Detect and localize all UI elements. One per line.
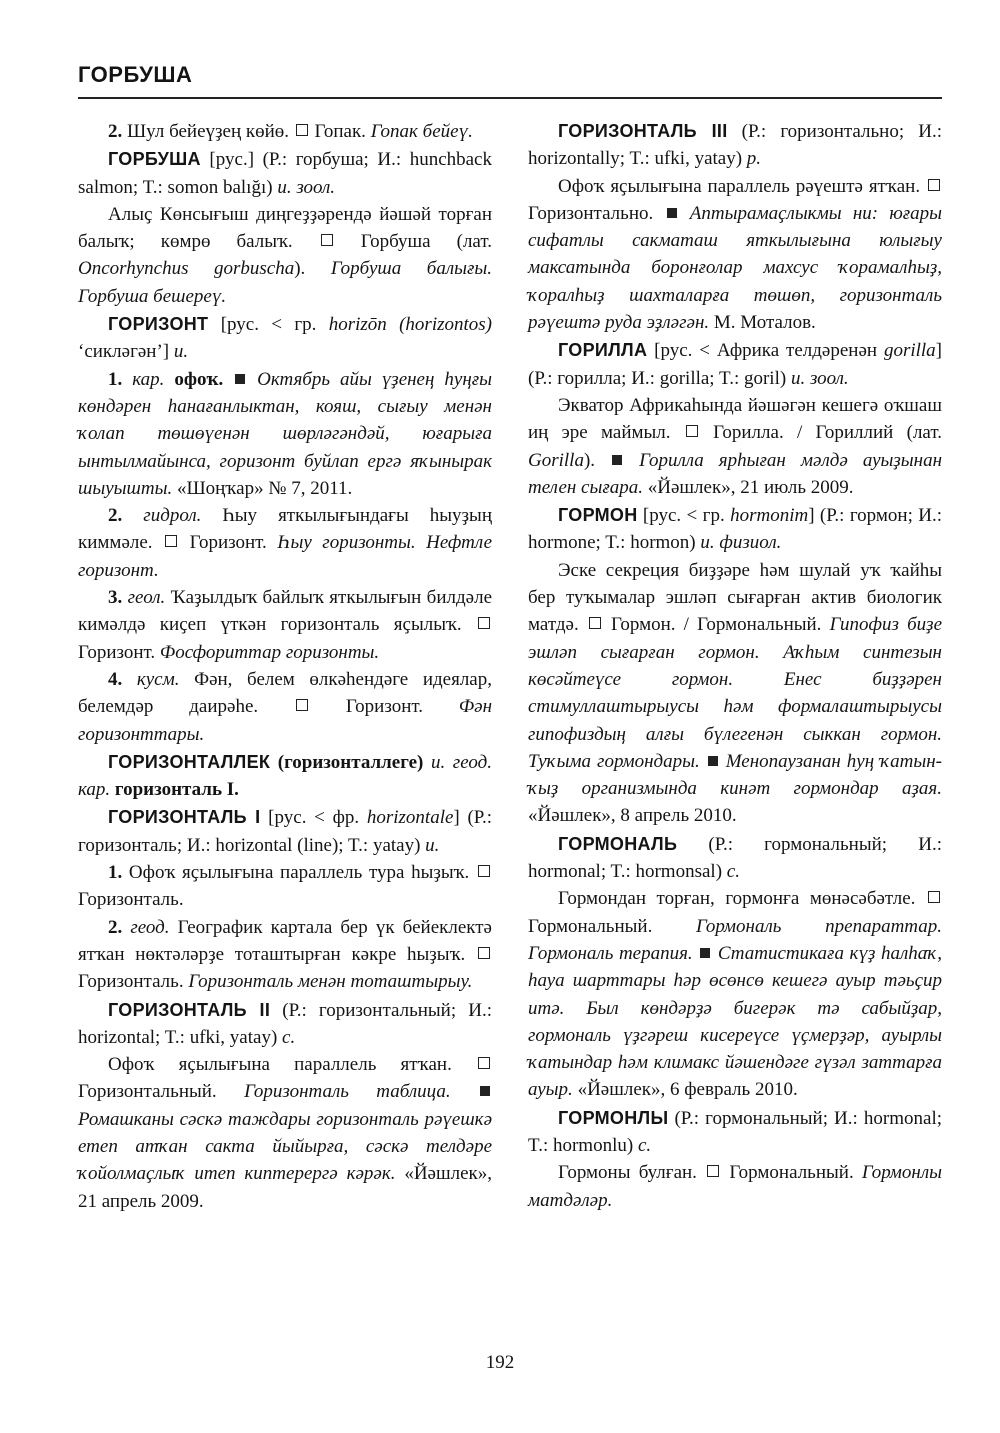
definition-gorilla bbox=[528, 392, 942, 501]
example-text: Һыу горизонты. Нефтле горизонт. bbox=[78, 532, 493, 581]
entry-gormonly bbox=[528, 1105, 942, 1160]
spacer bbox=[423, 752, 431, 773]
entry-gorilla bbox=[528, 337, 942, 392]
example-text: Фосфориттар горизонты. bbox=[159, 641, 380, 663]
page-number: 192 bbox=[485, 1352, 515, 1373]
headword: ГОРИЛЛА bbox=[558, 340, 648, 361]
entry-gorizontallek bbox=[78, 749, 492, 804]
sense-1-gorizont bbox=[78, 366, 492, 502]
punctuation: ). bbox=[294, 258, 331, 280]
etymology-text: [рус. < фр. bbox=[260, 807, 367, 829]
label-text: и. геод. кар. bbox=[78, 751, 493, 801]
definition-text: Экватор Африкаһында йәшәгән кешегә оҡшаш иң эре маймыл. bbox=[528, 394, 942, 444]
equivalent-text: Горбуша (лат. bbox=[334, 231, 492, 253]
entry-gorizontal-3 bbox=[528, 118, 942, 173]
definition-gorbusha bbox=[78, 201, 492, 310]
label-text: и. физиол. bbox=[700, 532, 782, 554]
equivalent-text: Гормональный. bbox=[528, 915, 697, 937]
headword: ГОРМОНАЛЬ bbox=[558, 833, 678, 854]
open-square-icon bbox=[296, 124, 308, 136]
source-text: «Йәшлек», 21 июль 2009. bbox=[643, 476, 854, 498]
label-text: кар. bbox=[122, 368, 165, 390]
inflected-form: (горизонталлеге) bbox=[277, 751, 424, 773]
example-text: Менопаузанан һуң ҡатын-ҡыҙ организмында кинәт гормондар аҙая. bbox=[528, 750, 942, 800]
grammar-text: ] (Р.: горилла; И.: gorilla; T.: goril) bbox=[528, 340, 942, 389]
sense-3-gorizont bbox=[78, 584, 492, 666]
latin-name: Oncorhynchus gorbuscha bbox=[78, 258, 295, 280]
sense-1-gorizontal bbox=[78, 859, 492, 914]
sense-2-shul bbox=[78, 118, 492, 145]
source-text: «Йәшлек», 6 февраль 2010. bbox=[572, 1079, 798, 1101]
example-text: Гопак бейеү. bbox=[370, 121, 473, 142]
punctuation: ). bbox=[583, 449, 611, 471]
example-text: Статистикаға күҙ һалһаҡ, һауа шарттары һәр өсөнсө кешегә ауыр тәьҫир итә. Был көндәрҙә бигерәк тә сабыйҙар, гормональ үҙгәреш кисереүсе үҫмерҙәр, ауырлы ҡатындар һәм климакс йәшендәге гүзәл заттарға ауыр. bbox=[528, 942, 942, 1101]
source-text: М. Моталов. bbox=[709, 312, 816, 334]
sense-number: 3. bbox=[108, 587, 123, 609]
open-square-icon bbox=[589, 617, 601, 629]
headword: ГОРБУША bbox=[108, 149, 201, 170]
etymology-text: [рус. < Африка телдәренән bbox=[647, 340, 884, 362]
headword: ГОРИЗОНТАЛЬ II bbox=[108, 999, 271, 1020]
cross-reference: офоҡ. bbox=[174, 368, 224, 390]
equivalent-text: Гопак. bbox=[309, 121, 371, 142]
sense-number: 2. bbox=[108, 505, 123, 527]
definition-gormonly bbox=[528, 1159, 942, 1214]
etymology-text: [рус. < гр. bbox=[208, 314, 329, 336]
headword: ГОРИЗОНТАЛЬ I bbox=[108, 807, 261, 828]
open-square-icon bbox=[928, 891, 940, 903]
open-square-icon bbox=[478, 617, 490, 629]
label-text: геол. bbox=[122, 587, 166, 609]
equivalent-text: Гормон. / Гормональный. bbox=[602, 614, 830, 636]
cross-reference: горизонталь I. bbox=[114, 779, 239, 801]
source-text: «Шоңҡар» № 7, 2011. bbox=[172, 477, 353, 499]
entry-gorizont bbox=[78, 311, 492, 366]
open-square-icon bbox=[296, 699, 308, 711]
definition-gorizontal-2 bbox=[78, 1051, 492, 1215]
equivalent-text: Горизонт. bbox=[78, 641, 160, 663]
filled-square-icon bbox=[708, 756, 718, 766]
open-square-icon bbox=[686, 425, 698, 437]
headword: ГОРИЗОНТАЛЛЕК bbox=[108, 751, 271, 772]
label-text: р. bbox=[746, 148, 762, 170]
grammar-text: [рус.] (Р.: горбуша; И.: hunchback salmon; T.: somon balığı) bbox=[78, 149, 492, 198]
equivalent-text: Горизонталь. bbox=[78, 971, 189, 993]
filled-square-icon bbox=[700, 948, 710, 958]
label-text: и. зоол. bbox=[277, 176, 336, 198]
definition-text: Ҡаҙылдыҡ байлыҡ яткылығын билдәле кимәлдә киҫеп үткән горизонталь яҫылыҡ. bbox=[78, 587, 492, 636]
open-square-icon bbox=[321, 234, 333, 246]
definition-gormon bbox=[528, 557, 942, 830]
headword: ГОРИЗОНТАЛЬ III bbox=[558, 121, 728, 141]
grammar-text: (Р.: гормональный; И.: hormonal; T.: hormonlu) bbox=[528, 1107, 942, 1156]
label-text: и. bbox=[173, 341, 189, 363]
entry-gorizontal-1 bbox=[78, 804, 492, 859]
definition-text: Офоҡ яҫылығына параллель тура һыҙыҡ. bbox=[122, 862, 476, 884]
equivalent-text: Горизонт. bbox=[309, 696, 459, 718]
etymon: hormonim bbox=[730, 505, 809, 527]
latin-name: Gorilla bbox=[528, 449, 584, 471]
grammar-text: ] (Р.: горизонталь; И.: horizontal (line); T.: yatay) bbox=[78, 807, 493, 856]
running-head: ГОРБУША bbox=[78, 62, 193, 87]
filled-square-icon bbox=[612, 455, 622, 465]
label-text: геод. bbox=[122, 916, 170, 938]
sense-number: 1. bbox=[108, 862, 123, 884]
header-rule bbox=[78, 97, 942, 99]
definition-text: Шул бейеүҙең көйө. bbox=[122, 121, 294, 142]
definition-text: Алыҫ Көнсығыш диңгеҙҙәрендә йәшәй торған балыҡ; көмрө балыҡ. bbox=[78, 203, 492, 253]
label-text: и. bbox=[425, 834, 440, 856]
filled-square-icon bbox=[235, 374, 245, 384]
example-text: Гормональ препараттар. Гормональ терапия. bbox=[528, 915, 942, 964]
label-text: кусм. bbox=[122, 668, 180, 690]
sense-number: 4. bbox=[108, 668, 123, 690]
definition-text: Эске секреция биҙҙәре һәм шулай уҡ ҡайһы бер туҡымалар эшләп сығарған актив биологик матдә. bbox=[528, 559, 942, 636]
headword: ГОРМОН bbox=[558, 505, 638, 526]
open-square-icon bbox=[928, 179, 940, 191]
headword: ГОРМОНЛЫ bbox=[558, 1107, 669, 1128]
source-text: «Йәшлек», 21 апрель 2009. bbox=[78, 1163, 492, 1212]
grammar-text: (Р.: горизонтальный; И.: horizontal; T.: ufki, yatay) bbox=[78, 999, 492, 1048]
etymon: gorilla bbox=[883, 340, 936, 362]
sense-number: 2. bbox=[108, 916, 123, 938]
open-square-icon bbox=[478, 1057, 490, 1069]
spacer bbox=[223, 369, 233, 390]
open-square-icon bbox=[478, 947, 490, 959]
example-text: Октябрь айы үҙенең һуңғы көндәрен һанағанлыктан, кояш, сығыу менән ҡолап төшөүенән шөрләгәндәй, юғарыға ынтылмайынса, горизонт буйлап ергә яҡынырак шыуышты. bbox=[78, 368, 493, 499]
sense-2-gorizont bbox=[78, 502, 492, 584]
sense-number: 2. bbox=[108, 121, 123, 142]
definition-text: Фән, белем өлкәһендәге идеялар, белемдәр даирәһе. bbox=[78, 668, 492, 718]
sense-4-gorizont bbox=[78, 666, 492, 748]
example-text: Горизонталь таблица. bbox=[244, 1081, 478, 1103]
entry-gorizontal-2 bbox=[78, 997, 492, 1052]
example-text: Гипофиз биҙе эшләп сығарған гормон. Аҡһым синтезын көсәйтеүсе гормон. Енес биҙҙәрен стимуллаштырыусы һәм формалаштырыусы гипофиздың алғы бүлегенән сыккан гормон. Туҡыма гормондары. bbox=[528, 614, 942, 772]
entry-gormonal bbox=[528, 831, 942, 886]
label-text: и. зоол. bbox=[790, 367, 849, 389]
left-column bbox=[78, 118, 492, 1215]
equivalent-text: Горизонт. bbox=[179, 532, 278, 554]
example-text: Горбуша балығы. Горбуша бешереү. bbox=[78, 258, 492, 307]
example-text: Фән горизонттары. bbox=[78, 696, 492, 745]
example-text: Аптырамаҫлыкмы ни: юғары сифатлы сакматаш яткылығына юлығыу максатында боронғолар махсус ҡорамалһыҙ, ҡоралһыҙ шахталарға төшөп, горизонталь рәүештә руда эҙләгән. bbox=[528, 202, 943, 334]
etymology-gloss: ‘сикләгән’] bbox=[78, 341, 174, 363]
grammar-text: ] (Р.: гормон; И.: hormone; T.: hormon) bbox=[528, 505, 942, 554]
example-text: Горилла ярһыған мәлдә ауыҙынан телен сығара. bbox=[528, 449, 942, 498]
sense-number: 1. bbox=[108, 368, 123, 390]
definition-gormonal bbox=[528, 885, 942, 1103]
label-text: с. bbox=[726, 861, 740, 883]
entry-gormon bbox=[528, 502, 942, 557]
definition-text: Офоҡ яҫылығына параллель рәүештә ятҡан. bbox=[558, 175, 926, 197]
example-text: Гормонлы матдәләр. bbox=[528, 1162, 942, 1211]
definition-text: Һыу яткылығындағы һыуҙың киммәле. bbox=[78, 505, 492, 554]
etymon: horizōn (horizontos) bbox=[328, 314, 492, 336]
equivalent-text: Горизонтальный. bbox=[78, 1081, 245, 1103]
label-text: с. bbox=[637, 1134, 652, 1156]
example-text: Горизонталь менән тоташтырыу. bbox=[188, 971, 473, 993]
equivalent-text: Горилла. / Гориллий (лат. bbox=[699, 422, 942, 444]
definition-gorizontal-3 bbox=[528, 173, 942, 337]
filled-square-icon bbox=[667, 208, 677, 218]
etymology-text: [рус. < гр. bbox=[637, 505, 731, 527]
definition-text: Географик картала бер үк бейеклектә ятҡан нөктәләрҙе тоташтырған кәкре һыҙыҡ. bbox=[78, 916, 492, 965]
open-square-icon bbox=[478, 865, 490, 877]
source-text: «Йәшлек», 8 апрель 2010. bbox=[528, 805, 737, 827]
etymon: horizontale bbox=[366, 807, 454, 829]
grammar-text: (Р.: гормональный; И.: hormonal; T.: hormonsal) bbox=[528, 833, 942, 883]
equivalent-text: Гормональный. bbox=[721, 1162, 862, 1184]
headword: ГОРИЗОНТ bbox=[108, 314, 209, 335]
open-square-icon bbox=[165, 535, 177, 547]
equivalent-text: Горизонтально. bbox=[528, 202, 665, 224]
open-square-icon bbox=[707, 1165, 719, 1177]
spacer bbox=[270, 752, 278, 773]
equivalent-text: Горизонталь. bbox=[78, 889, 184, 911]
label-text: с. bbox=[282, 1026, 296, 1048]
entry-gorbusha bbox=[78, 146, 492, 201]
example-text: Ромашканы сәскә таждары горизонталь рәүешкә етеп атҡан сакта йыйырға, сәскә телдәре ҡойолмаҫлыҡ итеп киптерергә кәрәк. bbox=[78, 1108, 492, 1185]
label-text: гидрол. bbox=[122, 505, 202, 527]
grammar-text: (Р.: горизонтально; И.: horizontally; T.: ufki, yatay) bbox=[528, 121, 942, 170]
filled-square-icon bbox=[480, 1086, 490, 1096]
definition-text: Офоҡ яҫылығына параллель ятҡан. bbox=[108, 1054, 476, 1076]
sense-2-gorizontal bbox=[78, 914, 492, 996]
definition-text: Гормондан торған, гормонға мөнәсәбәтле. bbox=[558, 888, 926, 910]
spacer bbox=[164, 369, 174, 390]
right-column bbox=[528, 118, 942, 1214]
definition-text: Гормоны булған. bbox=[558, 1162, 706, 1184]
